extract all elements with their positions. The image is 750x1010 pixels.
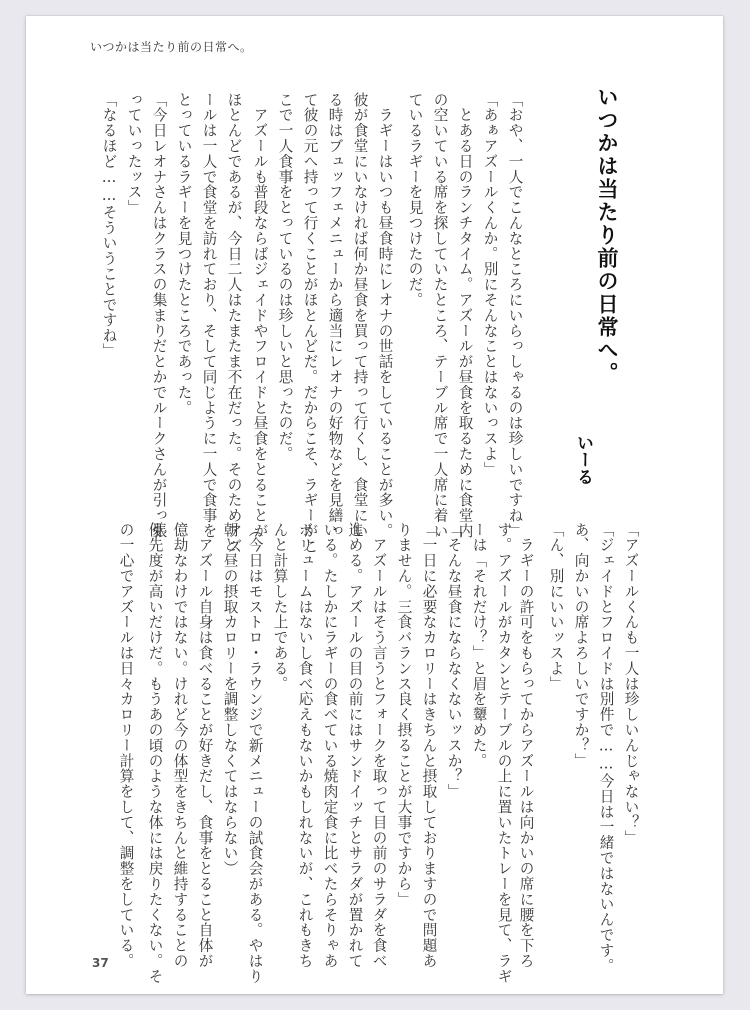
body-line: て彼の元へ持って行くことがほとんどだ。だからこそ、ラギーがこ xyxy=(301,92,319,554)
story-title: いつかは当たり前の日常へ。 xyxy=(595,86,619,385)
body-line: とっているラギーを見つけたところであった。 xyxy=(175,92,193,416)
body-line: す。アズールがカタンとテーブルの上に置いたトレーを見て、ラギ xyxy=(495,522,513,984)
body-line: 「ん、別にいいッスよ」 xyxy=(547,522,565,692)
body-line: 朝と昼の摂取カロリーを調整しなくてはならない） xyxy=(221,522,239,877)
body-line: の空いている席を探していたところ、テーブル席で一人席に着い xyxy=(431,92,449,539)
body-line: の一心でアズールは日々カロリー計算をして、調整をしている。 xyxy=(117,522,135,969)
body-line: 「あぁアズールくんか。別にそんなことはないっスよ」 xyxy=(481,92,499,477)
body-line: 「そんな昼食にならなくないッスか？」 xyxy=(445,522,463,800)
body-line: 「今日レオナさんはクラスの集まりだとかでルークさんが引っ張 xyxy=(150,92,168,539)
book-page xyxy=(26,16,723,994)
body-line: 「おや、一人でこんなところにいらっしゃるのは珍しいですね」 xyxy=(506,92,524,539)
body-line: ールは一人で食堂を訪れており、そして同じように一人で食事を xyxy=(200,92,218,539)
body-line: っていったッス」 xyxy=(125,92,143,216)
body-line: （今日はモストロ・ラウンジで新メニューの試食会がある。やはり xyxy=(246,522,264,984)
body-line: る時はブュッフェメニューから適当にレオナの好物などを見繕っ xyxy=(326,92,344,539)
body-line: ラギーはいつも昼食時にレオナの世話をしていることが多い。 xyxy=(376,92,394,539)
body-line: 「ジェイドとフロイドは別件で……今日は一緒ではないんです。 xyxy=(597,522,615,974)
body-line: アズール自身は食べることが好きだし、食事をとること自体が xyxy=(196,522,214,969)
body-line: 億劫なわけではない。けれど今の体型をきちんと維持することの xyxy=(171,522,189,969)
body-line: 彼が食堂にいなければ何か昼食を買って持って行くし、食堂にい xyxy=(351,92,369,539)
body-line: ーは「それだけ？」と眉を顰めた。 xyxy=(470,522,488,769)
body-line: ボリュームはないし食べ応えもないかもしれないが、これもきち xyxy=(296,522,314,969)
author-name: いーる xyxy=(573,434,593,485)
body-line: ほとんどであるが、今日二人はたまたま不在だった。そのためアズ xyxy=(225,92,243,554)
body-line: こで一人食事をとっているのは珍しいと思ったのだ。 xyxy=(276,92,294,462)
body-line: んと計算した上である。 xyxy=(271,522,289,692)
body-line: 「アズールくんも一人は珍しいんじゃない？」 xyxy=(622,522,640,846)
body-line: 「一日に必要なカロリーはきちんと摂取しておりますので問題あ xyxy=(420,522,438,969)
page-number: 37 xyxy=(92,956,109,970)
body-line: 優先度が高いだけだ。もうあの頃のような体には戻りたくない。そ xyxy=(146,522,164,984)
body-line: ているラギーを見つけたのだ。 xyxy=(406,92,424,308)
running-head: いつかは当たり前の日常へ。 xyxy=(90,40,253,54)
body-line: 進める。アズールの目の前にはサンドイッチとサラダが置かれて xyxy=(346,522,364,969)
body-line: アズールはそう言うとフォークを取って目の前のサラダを食べ xyxy=(370,522,388,969)
body-line: 「なるほど……そういうことですね」 xyxy=(100,92,118,359)
body-line: ラギーの許可をもらってからアズールは向かいの席に腰を下ろ xyxy=(517,522,535,969)
body-line: とある日のランチタイム。アズールが昼食を取るために食堂内 xyxy=(456,92,474,539)
body-line: いる。たしかにラギーの食べている焼肉定食に比べたらそりゃあ xyxy=(321,522,339,969)
body-line: あ、向かいの席よろしいですか？」 xyxy=(572,522,590,769)
body-line: りません。三食バランス良く摂ることが大事ですから」 xyxy=(395,522,413,907)
body-line: アズールも普段ならばジェイドやフロイドと昼食をとることが xyxy=(251,92,269,539)
